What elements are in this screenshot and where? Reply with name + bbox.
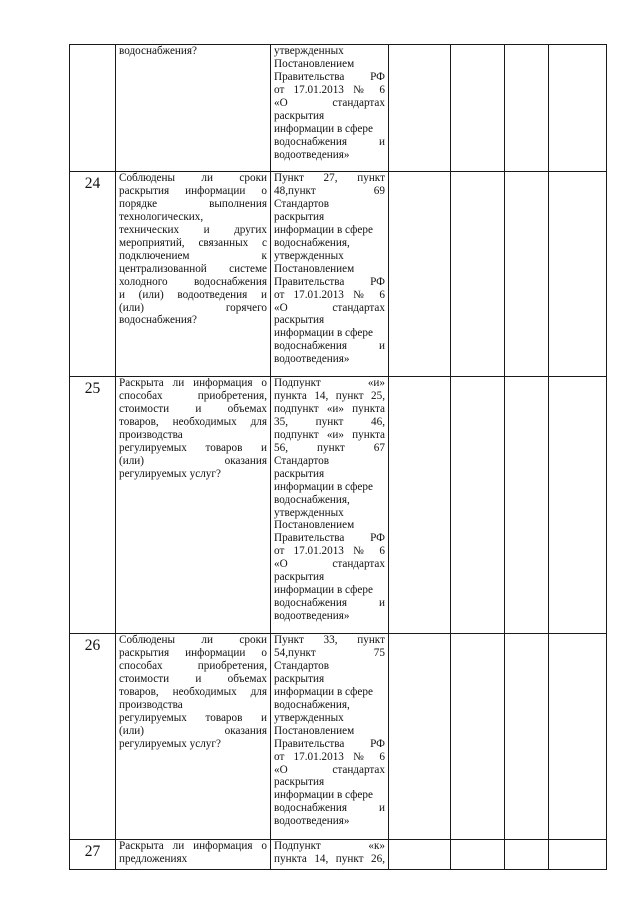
reference-line: Подпункт «и» — [274, 377, 385, 389]
question-line: технологических, — [119, 210, 204, 223]
question-cell — [116, 634, 271, 840]
empty-cell — [549, 634, 607, 840]
table-row — [70, 172, 607, 377]
question-cell — [116, 377, 271, 634]
row-number: 27 — [70, 840, 116, 870]
empty-cell — [549, 45, 607, 172]
checklist-table — [69, 44, 607, 870]
question-line: водоснабжения? — [119, 45, 198, 57]
question-line: Раскрыта ли информация о — [119, 840, 267, 852]
empty-cell — [451, 45, 505, 172]
row-number — [70, 45, 116, 172]
question-line: стоимости и объемах — [119, 402, 267, 415]
reference-line: утвержденных — [274, 45, 344, 57]
empty-cell — [549, 377, 607, 634]
reference-line: 54,пункт 75 — [274, 646, 385, 659]
empty-cell — [389, 172, 451, 377]
question-line: стоимости и объемах — [119, 672, 267, 685]
question-line: мероприятий, связанных с — [119, 236, 267, 249]
reference-line: 48,пункт 69 — [274, 184, 385, 197]
reference-line: «О стандартах — [274, 558, 385, 571]
reference-line: Стандартов — [274, 197, 330, 210]
reference-line: раскрытия — [274, 109, 325, 122]
reference-line: 56, пункт 67 — [274, 441, 385, 454]
reference-line: Правительства РФ — [274, 737, 385, 750]
reference-line: от 17.01.2013 № 6 — [274, 83, 385, 96]
empty-cell — [549, 840, 607, 870]
empty-cell — [451, 377, 505, 634]
empty-cell — [505, 377, 549, 634]
reference-line: водоотведения» — [274, 148, 350, 161]
reference-line: от 17.01.2013 № 6 — [274, 750, 385, 763]
reference-line: информации в сфере — [274, 480, 373, 493]
reference-line: Правительства РФ — [274, 275, 385, 288]
empty-cell — [389, 634, 451, 840]
reference-line: водоснабжения и — [274, 340, 385, 353]
reference-line: Пункт 33, пункт — [274, 634, 385, 646]
reference-cell — [271, 634, 389, 840]
reference-line: раскрытия — [274, 467, 325, 480]
reference-line: водоотведения» — [274, 610, 350, 623]
reference-line: пункта 14, пункт 25, — [274, 389, 385, 402]
table-row — [70, 840, 607, 870]
reference-line: раскрытия — [274, 672, 325, 685]
question-line: предложениях — [119, 852, 188, 865]
reference-line: водоснабжения и — [274, 135, 385, 148]
reference-line: «О стандартах — [274, 763, 385, 776]
reference-line: информации в сфере — [274, 584, 373, 597]
reference-cell — [271, 45, 389, 172]
row-number: 26 — [70, 634, 116, 840]
empty-cell — [389, 840, 451, 870]
reference-line: Правительства РФ — [274, 532, 385, 545]
reference-cell — [271, 172, 389, 377]
reference-cell — [271, 840, 389, 870]
empty-cell — [505, 634, 549, 840]
reference-line: информации в сфере — [274, 685, 373, 698]
reference-line: водоснабжения, — [274, 236, 350, 249]
reference-line: утвержденных — [274, 506, 344, 519]
reference-line: от 17.01.2013 № 6 — [274, 288, 385, 301]
reference-line: Постановлением — [274, 519, 355, 532]
empty-cell — [505, 840, 549, 870]
table-row — [70, 45, 607, 172]
question-line: (или) оказания — [119, 454, 267, 467]
question-line: способах приобретения, — [119, 659, 267, 672]
question-line: водоснабжения? — [119, 314, 198, 327]
question-line: (или) горячего — [119, 301, 267, 314]
table-row — [70, 634, 607, 840]
reference-line: информации в сфере — [274, 327, 373, 340]
empty-cell — [505, 172, 549, 377]
question-line: (или) оказания — [119, 724, 267, 737]
reference-line: водоснабжения и — [274, 802, 385, 815]
reference-line: раскрытия — [274, 571, 325, 584]
reference-line: «О стандартах — [274, 96, 385, 109]
reference-line: «О стандартах — [274, 301, 385, 314]
reference-line: Постановлением — [274, 262, 355, 275]
reference-line: Пункт 27, пункт — [274, 172, 385, 184]
empty-cell — [505, 45, 549, 172]
row-number: 24 — [70, 172, 116, 377]
question-line: подключением к — [119, 249, 267, 262]
reference-line: информации в сфере — [274, 122, 373, 135]
question-line: порядке выполнения — [119, 197, 267, 210]
question-cell — [116, 172, 271, 377]
question-cell — [116, 45, 271, 172]
reference-line: Стандартов — [274, 454, 330, 467]
question-line: регулируемых услуг? — [119, 737, 221, 750]
question-line: раскрытия информации о — [119, 184, 267, 197]
question-line: регулируемых товаров и — [119, 441, 267, 454]
question-line: технических и других — [119, 223, 267, 236]
reference-line: от 17.01.2013 № 6 — [274, 545, 385, 558]
question-line: Соблюдены ли сроки — [119, 634, 267, 646]
reference-line: Стандартов — [274, 659, 330, 672]
empty-cell — [389, 45, 451, 172]
question-line: и (или) водоотведения и — [119, 288, 267, 301]
question-line: товаров, необходимых для — [119, 415, 267, 428]
reference-line: раскрытия — [274, 314, 325, 327]
empty-cell — [389, 377, 451, 634]
reference-line: 35, пункт 46, — [274, 415, 385, 428]
table-row — [70, 377, 607, 634]
reference-line: Правительства РФ — [274, 70, 385, 83]
row-number: 25 — [70, 377, 116, 634]
question-line: Раскрыта ли информация о — [119, 377, 267, 389]
reference-line: утвержденных — [274, 249, 344, 262]
empty-cell — [451, 840, 505, 870]
reference-line: утвержденных — [274, 711, 344, 724]
reference-line: пункта 14, пункт 26, — [274, 852, 385, 865]
empty-cell — [451, 172, 505, 377]
question-line: регулируемых услуг? — [119, 467, 221, 480]
reference-line: Подпункт «к» — [274, 840, 385, 852]
question-line: централизованной системе — [119, 262, 267, 275]
table-body — [70, 45, 607, 870]
reference-line: водоснабжения, — [274, 698, 350, 711]
question-line: производства — [119, 698, 183, 711]
question-line: холодного водоснабжения — [119, 275, 267, 288]
question-line: товаров, необходимых для — [119, 685, 267, 698]
question-line: регулируемых товаров и — [119, 711, 267, 724]
reference-line: раскрытия — [274, 776, 325, 789]
reference-line: водоснабжения, — [274, 493, 350, 506]
question-line: Соблюдены ли сроки — [119, 172, 267, 184]
reference-line: информации в сфере — [274, 789, 373, 802]
empty-cell — [549, 172, 607, 377]
reference-line: Постановлением — [274, 57, 355, 70]
question-line: производства — [119, 428, 183, 441]
empty-cell — [451, 634, 505, 840]
reference-line: водоснабжения и — [274, 597, 385, 610]
question-line: раскрытия информации о — [119, 646, 267, 659]
question-line: способах приобретения, — [119, 389, 267, 402]
reference-line: подпункт «и» пункта — [274, 428, 385, 441]
question-cell — [116, 840, 271, 870]
reference-line: водоотведения» — [274, 353, 350, 366]
reference-line: раскрытия — [274, 210, 325, 223]
reference-line: информации в сфере — [274, 223, 373, 236]
reference-line: подпункт «и» пункта — [274, 402, 385, 415]
reference-cell — [271, 377, 389, 634]
reference-line: водоотведения» — [274, 815, 350, 828]
reference-line: Постановлением — [274, 724, 355, 737]
